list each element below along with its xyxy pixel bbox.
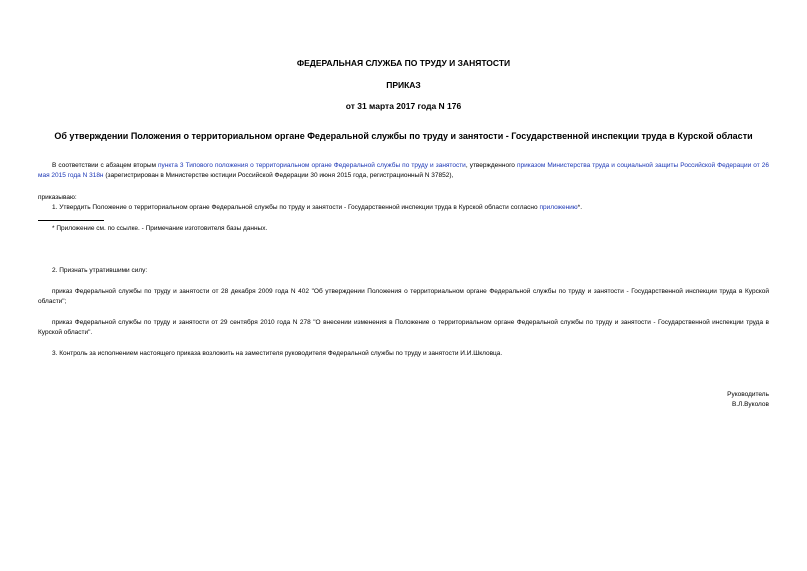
footnote: * Приложение см. по ссылке. - Примечание изготовителя базы данных. bbox=[52, 225, 268, 232]
agency-heading: ФЕДЕРАЛЬНАЯ СЛУЖБА ПО ТРУДУ И ЗАНЯТОСТИ bbox=[296, 58, 511, 68]
date-number-heading: от 31 марта 2017 года N 176 bbox=[345, 101, 462, 111]
preamble-paragraph bbox=[38, 161, 769, 181]
item-1-text: 1. Утвердить Положение о территориальном органе Федеральной службы по труду и занятости - Государственной инспекции труда в Курской области согласно bbox=[52, 204, 540, 211]
preamble-text-4: (зарегистрирован в Министерстве юстиции Российской Федерации 30 июня 2015 года, регистрационный N 37852), bbox=[103, 172, 454, 179]
link-appendix[interactable]: приложению bbox=[539, 204, 578, 211]
link-typical-regulation[interactable]: Типового положения о территориальном органе Федеральной службы по труду и занятости bbox=[185, 162, 466, 169]
link-ministry-order[interactable]: приказом Министерства труда и социальной защиты Российской Федерации от 26 мая 2015 года N 318н bbox=[38, 162, 770, 179]
signatory-position: Руководитель bbox=[727, 391, 769, 398]
signatory-name: В.Л.Вуколов bbox=[731, 401, 769, 408]
repealed-order-1: приказ Федеральной службы по труду и занятости от 28 декабря 2009 года N 402 "Об утверждении Положения о территориальном органе Федеральной службы по труду и занятости - Государственной инспекции труда в Курской области"; bbox=[38, 288, 769, 305]
document-title: Об утверждении Положения о территориальном органе Федеральной службы по труду и занятости - Государственной инспекции труда в Курской области bbox=[54, 131, 753, 141]
doc-type-heading: ПРИКАЗ bbox=[386, 80, 421, 90]
item-1-paragraph bbox=[38, 203, 769, 213]
link-clause-3[interactable]: пункта 3 bbox=[158, 162, 184, 169]
item-3-paragraph: 3. Контроль за исполнением настоящего приказа возложить на заместителя руководителя Федеральной службы по труду и занятости И.И.Шкловца. bbox=[52, 350, 503, 357]
preamble-text-3: , утвержденного bbox=[465, 162, 517, 169]
repealed-order-2: приказ Федеральной службы по труду и занятости от 29 сентября 2010 года N 278 "О внесении изменения в Положение о территориальном органе Федеральной службы по труду и занятости - Государственной инспекции труда в Курской области". bbox=[38, 319, 769, 336]
order-word: приказываю: bbox=[38, 194, 77, 201]
item-2-paragraph: 2. Признать утратившими силу: bbox=[52, 267, 148, 274]
item-1-suffix: *. bbox=[577, 204, 583, 211]
preamble-text-1: В соответствии с абзацем вторым bbox=[52, 162, 159, 169]
footnote-divider bbox=[38, 220, 104, 221]
